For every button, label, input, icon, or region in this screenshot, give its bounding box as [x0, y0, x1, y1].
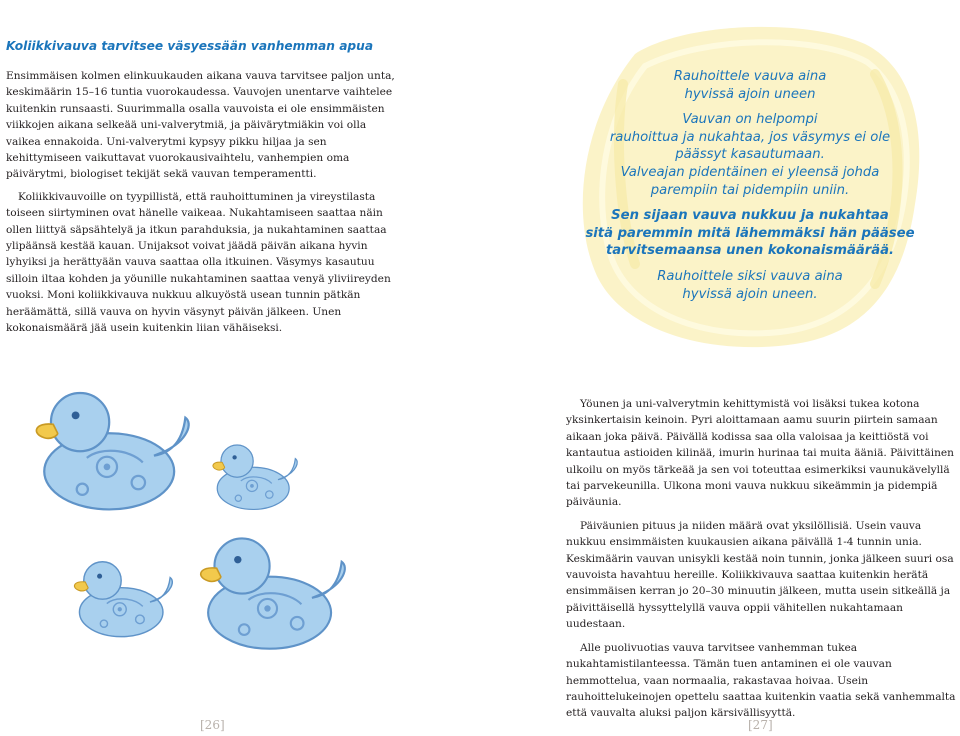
callout-body-1: Vauvan on helpompi: [682, 112, 818, 128]
section-heading: Koliikkivauva tarvitsee väsyessään vanhemman apua: [6, 39, 374, 53]
callout-body-5: parempiin tai pidempiin uniin.: [650, 182, 850, 198]
small-duck-icon: [213, 445, 297, 509]
callout-bold-3: tarvitsemaansa unen kokonaismäärää.: [605, 243, 895, 259]
left-paragraph-1: Ensimmäisen kolmen elinkuukauden aikana vauva tarvitsee paljon unta, keskimäärin 15–16 tuntia vuorokaudessa. Vauvojen unentarve vaihtelee kuitenkin runsaasti. Suurimmalla osalla vauvoista ei ole ensimmäisten viikkojen aikana selkeää uni-valverytmiä, ja päivärytmiäkin voi olla vaikea ennakoida. Uni-valverytmi kypsyy pikku hiljaa ja sen kehittymiseen vaikuttavat vuorokausivaihtelu, vanhempien oma päivärytmi, biologiset tekijät sekä vauvan temperamentti.: [6, 70, 395, 181]
callout-body-4: Valveajan pidentäinen ei yleensä johda: [620, 164, 880, 180]
medium-duck-icon: [74, 562, 172, 637]
right-body-text: [566, 396, 958, 729]
right-paragraph-3: Alle puolivuotias vauva tarvitsee vanhemman tukea nukahtamistilanteessa. Tämän tuen antaminen ei ole vauvan hemmottelua, vaan normaalia, rakastavaa hoivaa. Usein rauhoittelukeinojen opettelu saattaa kuitenkin vaatia sekä vanhemmalta että vauvalta aluksi paljon kärsivällisyyttä.: [566, 641, 956, 720]
callout-end-2: hyvissä ajoin uneen.: [682, 286, 818, 302]
large-duck-icon: [36, 393, 188, 509]
tip-callout: [575, 14, 925, 354]
page-number-left: [26]: [200, 718, 225, 732]
large-duck-icon-2: [201, 538, 345, 648]
callout-end-1: Rauhoittele siksi vauva aina: [657, 268, 843, 284]
callout-bold-2: sitä paremmin mitä lähemmäksi hän pääsee: [585, 225, 915, 241]
left-paragraph-2: Koliikkivauvoille on tyypillistä, että rauhoittuminen ja vireystilasta toiseen siirtyminen ovat hänelle vaikeaa. Nukahtamiseen saattaa näin ollen liittyä säpsähtelyä ja itkun parahduksia, ja nukahtaminen saattaa ylipäänsä kestää kauan. Unijaksot voivat jäädä päivän aikana hyvin lyhyiksi ja herättyään vauva saattaa olla itkuinen. Väsymys kasautuu silloin iltaa kohden ja yöunille nukahtaminen saattaa venyä yliviireyden vuoksi. Moni koliikkivauva nukkuu alkuyöstä usean tunnin pätkän heräämättä, sillä vauva on hyvin väsynyt päivän jälkeen. Unen kokonaismäärä jää usein kuitenkin liian vähäiseksi.: [6, 190, 391, 335]
right-paragraph-2: Päiväunien pituus ja niiden määrä ovat yksilöllisiä. Usein vauva nukkuu ensimmäisten kuukausien aikana päivällä 1-4 tunnin unia. Keskimäärin vauvan unisykli kestää noin tunnin, jonka jälkeen suuri osa vauvoista havahtuu hereille. Koliikkivauva saattaa kuitenkin herätä ensimmäisen kerran jo 20–30 minuutin jälkeen, mutta usein sitkeällä ja päivittäisellä hyssyttelyllä vauva oppii vähitellen nukahtamaan uudestaan.: [566, 519, 954, 631]
rubber-ducks-illustration: [20, 370, 380, 670]
callout-title-1: Rauhoittele vauva aina: [673, 69, 827, 84]
right-paragraph-1: Yöunen ja uni-valverytmin kehittymistä voi lisäksi tukea kotona yksinkertaisin keinoin. Pyri aloittamaan aamu suurin piirtein samaan aikaan joka päivä. Päivällä kodissa saa olla valoisaa ja keittiöstä voi kantautua astioiden kilinää, imurin hurinaa tai muita ääniä. Päivittäinen ulkoilu on myös tärkeää ja sen voi toteuttaa esimerkiksi vaunukävelyllä tai parvekeunilla. Ulkona moni vauva nukkuu sikeämmin ja pidempiä päiväunia.: [566, 398, 954, 509]
callout-bold-1: Sen sijaan vauva nukkuu ja nukahtaa: [611, 208, 889, 224]
callout-body-3: päässyt kasautumaan.: [675, 147, 825, 163]
callout-title-2: hyvissä ajoin uneen: [684, 86, 816, 102]
page-number-right: [27]: [748, 718, 773, 732]
left-body-text: [6, 68, 398, 343]
callout-body-2: rauhoittua ja nukahtaa, jos väsymys ei ole: [609, 129, 891, 145]
